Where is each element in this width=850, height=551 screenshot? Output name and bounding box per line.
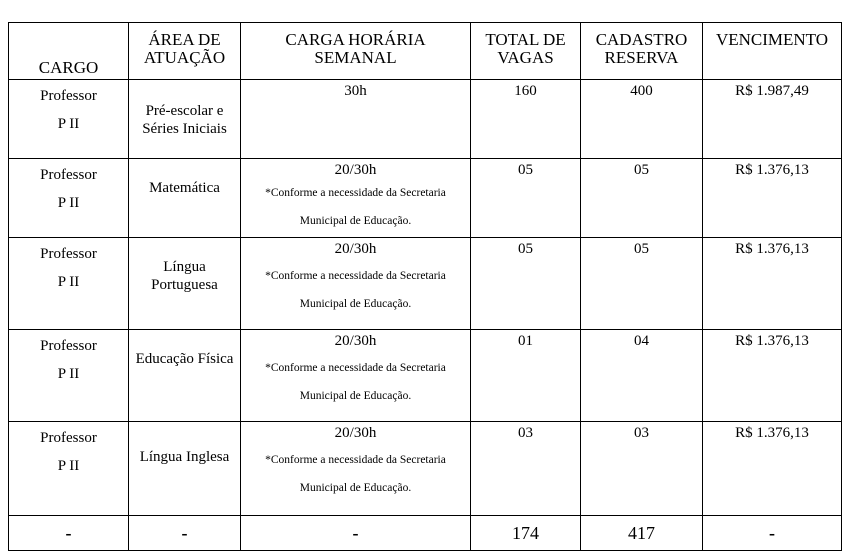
header-cargo: CARGO bbox=[9, 23, 129, 80]
cell-vagas: 160 bbox=[471, 80, 581, 159]
cell-area: Língua Inglesa bbox=[129, 422, 241, 516]
cell-vagas: 05 bbox=[471, 159, 581, 238]
cell-carga: 20/30h *Conforme a necessidade da Secretaria Municipal de Educação. bbox=[241, 159, 471, 238]
table-row bbox=[9, 238, 842, 330]
cell-carga: 20/30h *Conforme a necessidade da Secretaria Municipal de Educação. bbox=[241, 330, 471, 422]
header-reserva: CADASTRO RESERVA bbox=[581, 23, 703, 80]
header-area: ÁREA DE ATUAÇÃO bbox=[129, 23, 241, 80]
table-row bbox=[9, 159, 842, 238]
totals-row bbox=[9, 516, 842, 551]
table-row bbox=[9, 422, 842, 516]
cell-vencimento: R$ 1.376,13 bbox=[703, 330, 842, 422]
cell-area: Educação Física bbox=[129, 330, 241, 422]
cell-vagas: 01 bbox=[471, 330, 581, 422]
cell-vagas: 03 bbox=[471, 422, 581, 516]
header-carga: CARGA HORÁRIA SEMANAL bbox=[241, 23, 471, 80]
cell-reserva: 05 bbox=[581, 238, 703, 330]
cell-cargo: Professor P II bbox=[9, 330, 129, 422]
cell-cargo: Professor P II bbox=[9, 422, 129, 516]
header-vencimento: VENCIMENTO bbox=[703, 23, 842, 80]
cell-cargo: Professor P II bbox=[9, 238, 129, 330]
table-row bbox=[9, 80, 842, 159]
cell-carga: 30h bbox=[241, 80, 471, 159]
cell-vencimento: R$ 1.376,13 bbox=[703, 159, 842, 238]
total-carga: - bbox=[241, 516, 471, 551]
total-vencimento: - bbox=[703, 516, 842, 551]
cell-reserva: 03 bbox=[581, 422, 703, 516]
cell-vencimento: R$ 1.987,49 bbox=[703, 80, 842, 159]
total-area: - bbox=[129, 516, 241, 551]
cell-reserva: 04 bbox=[581, 330, 703, 422]
header-vagas: TOTAL DE VAGAS bbox=[471, 23, 581, 80]
total-reserva: 417 bbox=[581, 516, 703, 551]
cell-reserva: 05 bbox=[581, 159, 703, 238]
cell-vagas: 05 bbox=[471, 238, 581, 330]
total-vagas: 174 bbox=[471, 516, 581, 551]
cell-reserva: 400 bbox=[581, 80, 703, 159]
cell-area: Língua Portuguesa bbox=[129, 238, 241, 330]
cell-vencimento: R$ 1.376,13 bbox=[703, 422, 842, 516]
table-header-row bbox=[9, 23, 842, 80]
vacancies-table bbox=[8, 22, 842, 551]
cell-carga: 20/30h *Conforme a necessidade da Secretaria Municipal de Educação. bbox=[241, 238, 471, 330]
cell-carga: 20/30h *Conforme a necessidade da Secretaria Municipal de Educação. bbox=[241, 422, 471, 516]
cell-cargo: Professor P II bbox=[9, 80, 129, 159]
cell-cargo: Professor P II bbox=[9, 159, 129, 238]
total-cargo: - bbox=[9, 516, 129, 551]
table-row bbox=[9, 330, 842, 422]
cell-area: Matemática bbox=[129, 159, 241, 238]
cell-area: Pré-escolar e Séries Iniciais bbox=[129, 80, 241, 159]
cell-vencimento: R$ 1.376,13 bbox=[703, 238, 842, 330]
